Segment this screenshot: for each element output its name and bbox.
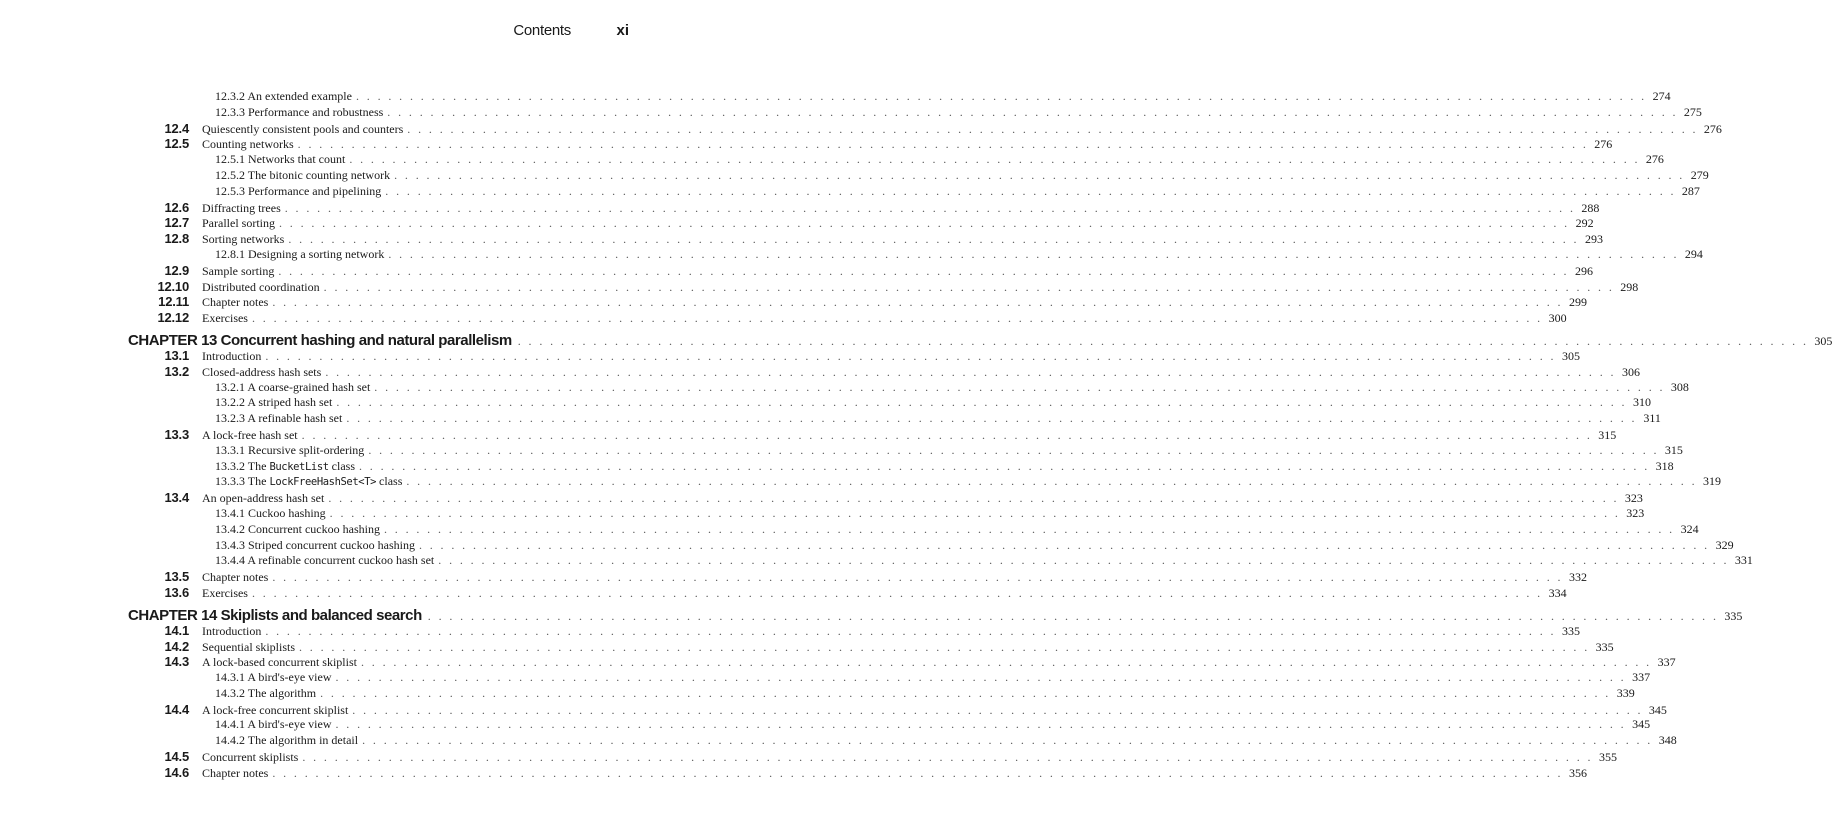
dot-leader: . . . . . . . . . . . . . . . . . . . . . . . . . . . . . . . . . . . . . . . . . . . . . . . . . . . . . . . . . . . . . . . . . . . . . . . . . . . . . . . . . . . . . . . . . . . . . . . . . . . . . . . . . . . . . . . . . . . . . . . . (346, 411, 1637, 426)
entry-title: A lock-free concurrent skiplist (202, 702, 349, 717)
section-number: 12.10 (157, 278, 189, 294)
section-number: 14.6 (164, 764, 189, 780)
dot-leader: . . . . . . . . . . . . . . . . . . . . . . . . . . . . . . . . . . . . . . . . . . . . . . . . . . . . . . . . . . . . . . . . . . . . . . . . . . . . . . . . . . . . . . . . . . . . . . . . . . . . . . . . . . . . . . . . . . . . . . . . (278, 216, 1570, 231)
toc-entry[interactable] (120, 246, 1703, 263)
dot-leader: . . . . . . . . . . . . . . . . . . . . . . . . . . . . . . . . . . . . . . . . . . . . . . . . . . . . . . . . . . . . . . . . . . . . . . . . . . . . . . . . . . . . . . . . . . . . . . . . . . . . . . . . . . . . . . . . . . . . . . . . (301, 427, 1593, 442)
toc-entry[interactable] (120, 183, 1700, 200)
entry-title-text: 13.3.2 The (215, 458, 270, 473)
entry-page-number: 348 (1658, 733, 1677, 748)
entry-title: Diffracting trees (202, 200, 281, 215)
toc-chapter-entry[interactable] (120, 606, 1743, 624)
dot-leader: . . . . . . . . . . . . . . . . . . . . . . . . . . . . . . . . . . . . . . . . . . . . . . . . . . . . . . . . . . . . . . . . . . . . . . . . . . . . . . . . . . . . . . . . . . . . . . . . . . . . . . . . . . . . . . . . . . . . . . . . (302, 750, 1593, 765)
toc-entry[interactable] (120, 442, 1683, 459)
entry-title: 14.3.2 The algorithm (215, 685, 317, 700)
dot-leader: . . . . . . . . . . . . . . . . . . . . . . . . . . . . . . . . . . . . . . . . . . . . . . . . . . . . . . . . . . . . . . . . . . . . . . . . . . . . . . . . . . . . . . . . . . . . . . . . . . . . . . . . . . . . . . . . . . . . . . . . (355, 89, 1647, 103)
entry-page-number: 315 (1598, 427, 1617, 442)
entry-title: 13.4.2 Concurrent cuckoo hashing (215, 521, 380, 536)
toc-entry[interactable] (120, 584, 1567, 601)
entry-page-number: 296 (1574, 263, 1593, 278)
toc-entry[interactable] (120, 553, 1753, 569)
toc-entry[interactable] (120, 310, 1567, 326)
section-number: 12.6 (164, 199, 189, 215)
entry-title: 13.4.1 Cuckoo hashing (215, 505, 326, 520)
toc-entry[interactable] (120, 231, 1603, 247)
entry-title: 14.3.1 A bird's-eye view (215, 670, 332, 685)
entry-page-number: 355 (1598, 750, 1617, 765)
dot-leader: . . . . . . . . . . . . . . . . . . . . . . . . . . . . . . . . . . . . . . . . . . . . . . . . . . . . . . . . . . . . . . . . . . . . . . . . . . . . . . . . . . . . . . . . . . . . . . . . . . . . . . . . . . . . . . . . . . . . . . . . (323, 279, 1615, 294)
entry-page-number: 279 (1690, 167, 1709, 182)
entry-title: 13.2.3 A refinable hash set (215, 411, 343, 426)
entry-page-number: 310 (1632, 395, 1651, 410)
entry-title: Exercises (202, 585, 248, 600)
entry-page-number: 319 (1702, 474, 1721, 489)
dot-leader: . . . . . . . . . . . . . . . . . . . . . . . . . . . . . . . . . . . . . . . . . . . . . . . . . . . . . . . . . . . . . . . . . . . . . . . . . . . . . . . . . . . . . . . . . . . . . . . . . . . . . . . . . . . . . . . . . . . . . . . . (517, 333, 1809, 348)
entry-page-number: 276 (1645, 152, 1664, 167)
entry-page-number: 294 (1684, 246, 1703, 261)
toc-entry[interactable] (120, 622, 1580, 639)
toc-entry[interactable] (120, 347, 1580, 364)
toc-entry[interactable] (120, 670, 1651, 686)
entry-title: 12.5.3 Performance and pipelining (215, 183, 382, 198)
entry-title-text: class (328, 458, 355, 473)
entry-page-number: 331 (1734, 553, 1753, 568)
toc-entry[interactable] (120, 120, 1722, 137)
toc-entry[interactable] (120, 104, 1702, 121)
toc-chapter-entry[interactable] (120, 331, 1832, 349)
entry-page-number: 335 (1561, 623, 1580, 638)
entry-page-number: 288 (1581, 200, 1600, 215)
entry-page-number: 275 (1683, 104, 1702, 119)
entry-title (120, 474, 406, 489)
entry-title: Quiescently consistent pools and counters (202, 121, 404, 136)
toc-entry[interactable] (120, 152, 1664, 168)
section-number: 13.1 (164, 347, 189, 363)
dot-leader: . . . . . . . . . . . . . . . . . . . . . . . . . . . . . . . . . . . . . . . . . . . . . . . . . . . . . . . . . . . . . . . . . . . . . . . . . . . . . . . . . . . . . . . . . . . . . . . . . . . . . . . . . . . . . . . . . . . . . . . . (374, 379, 1665, 394)
entry-page-number: 305 (1561, 348, 1580, 363)
section-number: 12.8 (164, 231, 189, 247)
toc-entry[interactable] (120, 262, 1593, 279)
toc-entry[interactable] (120, 167, 1709, 184)
entry-page-number: 345 (1632, 717, 1651, 732)
toc-entry[interactable] (120, 733, 1677, 749)
section-number: 12.11 (158, 294, 189, 310)
dot-leader: . . . . . . . . . . . . . . . . . . . . . . . . . . . . . . . . . . . . . . . . . . . . . . . . . . . . . . . . . . . . . . . . . . . . . . . . . . . . . . . . . . . . . . . . . . . . . . . . . . . . . . . . . . . . . . . . . . . . . . . . (336, 395, 1627, 410)
toc-entry[interactable] (120, 537, 1734, 554)
dot-leader: . . . . . . . . . . . . . . . . . . . . . . . . . . . . . . . . . . . . . . . . . . . . . . . . . . . . . . . . . . . . . . . . . . . . . . . . . . . . . . . . . . . . . . . . . . . . . . . . . . . . . . . . . . . . . . . . . . . . . . . . (362, 733, 1653, 748)
entry-page-number: 318 (1655, 458, 1674, 473)
dot-leader: . . . . . . . . . . . . . . . . . . . . . . . . . . . . . . . . . . . . . . . . . . . . . . . . . . . . . . . . . . . . . . . . . . . . . . . . . . . . . . . . . . . . . . . . . . . . . . . . . . . . . . . . . . . . . . . . . . . . . . . . (387, 104, 1678, 119)
toc-entry[interactable] (120, 764, 1587, 781)
dot-leader: . . . . . . . . . . . . . . . . . . . . . . . . . . . . . . . . . . . . . . . . . . . . . . . . . . . . . . . . . . . . . . . . . . . . . . . . . . . . . . . . . . . . . . . . . . . . . . . . . . . . . . . . . . . . . . . . . . . . . . . . (328, 491, 1619, 506)
running-header-title: Contents (513, 22, 571, 39)
toc-entry[interactable] (120, 685, 1635, 702)
entry-page-number: 276 (1703, 121, 1722, 136)
section-number: 14.1 (164, 622, 189, 638)
entry-title-text: 13.3.3 The (215, 474, 270, 489)
entry-title: Chapter notes (202, 295, 269, 310)
entry-page-number: 300 (1548, 311, 1567, 326)
entry-title: 12.3.3 Performance and robustness (215, 104, 384, 119)
entry-page-number: 299 (1568, 295, 1587, 310)
entry-page-number: 345 (1648, 702, 1667, 717)
entry-title: 12.5.1 Networks that count (215, 152, 346, 167)
entry-title: 13.2.2 A striped hash set (215, 395, 333, 410)
toc-entry[interactable] (120, 490, 1643, 506)
dot-leader: . . . . . . . . . . . . . . . . . . . . . . . . . . . . . . . . . . . . . . . . . . . . . . . . . . . . . . . . . . . . . . . . . . . . . . . . . . . . . . . . . . . . . . . . . . . . . . . . . . . . . . . . . . . . . . . . . . . . . . . . (349, 152, 1640, 167)
toc-entry[interactable] (120, 474, 1721, 490)
section-number: 12.12 (157, 310, 189, 326)
entry-page-number: 305 (1814, 333, 1832, 348)
entry-title: Sample sorting (202, 263, 275, 278)
entry-page-number: 335 (1724, 608, 1743, 623)
entry-page-number: 337 (1657, 655, 1676, 670)
dot-leader: . . . . . . . . . . . . . . . . . . . . . . . . . . . . . . . . . . . . . . . . . . . . . . . . . . . . . . . . . . . . . . . . . . . . . . . . . . . . . . . . . . . . . . . . . . . . . . . . . . . . . . . . . . . . . . . . . . . . . . . . (360, 655, 1652, 670)
toc-entry[interactable] (120, 215, 1594, 231)
dot-leader: . . . . . . . . . . . . . . . . . . . . . . . . . . . . . . . . . . . . . . . . . . . . . . . . . . . . . . . . . . . . . . . . . . . . . . . . . . . . . . . . . . . . . . . . . . . . . . . . . . . . . . . . . . . . . . . . . . . . . . . . (335, 717, 1627, 732)
dot-leader: . . . . . . . . . . . . . . . . . . . . . . . . . . . . . . . . . . . . . . . . . . . . . . . . . . . . . . . . . . . . . . . . . . . . . . . . . . . . . . . . . . . . . . . . . . . . . . . . . . . . . . . . . . . . . . . . . . . . . . . . (297, 137, 1589, 152)
section-number: 14.5 (164, 749, 189, 765)
entry-page-number: 274 (1652, 89, 1671, 103)
dot-leader: . . . . . . . . . . . . . . . . . . . . . . . . . . . . . . . . . . . . . . . . . . . . . . . . . . . . . . . . . . . . . . . . . . . . . . . . . . . . . . . . . . . . . . . . . . . . . . . . . . . . . . . . . . . . . . . . . . . . . . . . (388, 246, 1679, 261)
dot-leader: . . . . . . . . . . . . . . . . . . . . . . . . . . . . . . . . . . . . . . . . . . . . . . . . . . . . . . . . . . . . . . . . . . . . . . . . . . . . . . . . . . . . . . . . . . . . . . . . . . . . . . . . . . . . . . . . . . . . . . . . (272, 295, 1563, 310)
section-number: 13.4 (164, 490, 189, 506)
entry-title: Concurrent skiplists (202, 750, 299, 765)
dot-leader: . . . . . . . . . . . . . . . . . . . . . . . . . . . . . . . . . . . . . . . . . . . . . . . . . . . . . . . . . . . . . . . . . . . . . . . . . . . . . . . . . . . . . . . . . . . . . . . . . . . . . . . . . . . . . . . . . . . . . . . . (359, 458, 1650, 473)
section-number: 14.3 (164, 654, 189, 670)
toc-entry[interactable] (120, 294, 1587, 310)
section-number: 12.9 (164, 262, 189, 278)
entry-page-number: 276 (1594, 137, 1613, 152)
entry-title-code: BucketList (269, 460, 329, 473)
section-number: 13.6 (164, 584, 189, 600)
entry-title (120, 459, 359, 474)
dot-leader: . . . . . . . . . . . . . . . . . . . . . . . . . . . . . . . . . . . . . . . . . . . . . . . . . . . . . . . . . . . . . . . . . . . . . . . . . . . . . . . . . . . . . . . . . . . . . . . . . . . . . . . . . . . . . . . . . . . . . . . . (407, 121, 1698, 136)
entry-page-number: 292 (1575, 216, 1594, 231)
chapter-title: CHAPTER 13 Concurrent hashing and natural parallelism (128, 331, 512, 349)
entry-page-number: 334 (1548, 585, 1567, 600)
entry-title: Chapter notes (202, 765, 269, 780)
toc-entry[interactable] (120, 199, 1600, 216)
toc-entry[interactable] (120, 521, 1699, 538)
toc-entry[interactable] (120, 379, 1689, 396)
toc-entry[interactable] (120, 89, 1671, 105)
section-number: 12.5 (164, 136, 189, 152)
entry-page-number: 323 (1626, 505, 1645, 520)
entry-title: 13.3.1 Recursive split-ordering (215, 442, 365, 457)
entry-title: 14.4.2 The algorithm in detail (215, 733, 359, 748)
entry-title: 13.2.1 A coarse-grained hash set (215, 379, 371, 394)
dot-leader: . . . . . . . . . . . . . . . . . . . . . . . . . . . . . . . . . . . . . . . . . . . . . . . . . . . . . . . . . . . . . . . . . . . . . . . . . . . . . . . . . . . . . . . . . . . . . . . . . . . . . . . . . . . . . . . . . . . . . . . . (251, 311, 1543, 326)
dot-leader: . . . . . . . . . . . . . . . . . . . . . . . . . . . . . . . . . . . . . . . . . . . . . . . . . . . . . . . . . . . . . . . . . . . . . . . . . . . . . . . . . . . . . . . . . . . . . . . . . . . . . . . . . . . . . . . . . . . . . . . . (288, 232, 1579, 247)
entry-page-number: 298 (1620, 279, 1639, 294)
toc-entry[interactable] (120, 701, 1667, 718)
entry-page-number: 329 (1715, 537, 1734, 552)
toc-entry[interactable] (120, 749, 1617, 765)
entry-title: Sequential skiplists (202, 639, 295, 654)
toc-entry[interactable] (120, 569, 1587, 585)
entry-title: Exercises (202, 311, 248, 326)
entry-title: Closed-address hash sets (202, 364, 322, 379)
dot-leader: . . . . . . . . . . . . . . . . . . . . . . . . . . . . . . . . . . . . . . . . . . . . . . . . . . . . . . . . . . . . . . . . . . . . . . . . . . . . . . . . . . . . . . . . . . . . . . . . . . . . . . . . . . . . . . . . . . . . . . . . (265, 348, 1556, 363)
section-number: 14.4 (164, 701, 189, 717)
dot-leader: . . . . . . . . . . . . . . . . . . . . . . . . . . . . . . . . . . . . . . . . . . . . . . . . . . . . . . . . . . . . . . . . . . . . . . . . . . . . . . . . . . . . . . . . . . . . . . . . . . . . . . . . . . . . . . . . . . . . . . . . (329, 505, 1621, 520)
section-number: 13.3 (164, 426, 189, 442)
toc-entry[interactable] (120, 505, 1645, 522)
dot-leader: . . . . . . . . . . . . . . . . . . . . . . . . . . . . . . . . . . . . . . . . . . . . . . . . . . . . . . . . . . . . . . . . . . . . . . . . . . . . . . . . . . . . . . . . . . . . . . . . . . . . . . . . . . . . . . . . . . . . . . . . (325, 364, 1616, 379)
entry-title: 12.8.1 Designing a sorting network (215, 246, 385, 261)
entry-page-number: 335 (1595, 639, 1614, 654)
dot-leader: . . . . . . . . . . . . . . . . . . . . . . . . . . . . . . . . . . . . . . . . . . . . . . . . . . . . . . . . . . . . . . . . . . . . . . . . . . . . . . . . . . . . . . . . . . . . . . . . . . . . . . . . . . . . . . . . . . . . . . . . (251, 585, 1543, 600)
dot-leader: . . . . . . . . . . . . . . . . . . . . . . . . . . . . . . . . . . . . . . . . . . . . . . . . . . . . . . . . . . . . . . . . . . . . . . . . . . . . . . . . . . . . . . . . . . . . . . . . . . . . . . . . . . . . . . . . . . . . . . . . (278, 263, 1569, 278)
entry-page-number: 293 (1584, 232, 1603, 247)
dot-leader: . . . . . . . . . . . . . . . . . . . . . . . . . . . . . . . . . . . . . . . . . . . . . . . . . . . . . . . . . . . . . . . . . . . . . . . . . . . . . . . . . . . . . . . . . . . . . . . . . . . . . . . . . . . . . . . . . . . . . . . . (385, 183, 1676, 198)
entry-page-number: 324 (1680, 521, 1699, 536)
chapter-title: CHAPTER 14 Skiplists and balanced search (128, 606, 422, 624)
entry-title: 13.4.3 Striped concurrent cuckoo hashing (215, 537, 415, 552)
dot-leader: . . . . . . . . . . . . . . . . . . . . . . . . . . . . . . . . . . . . . . . . . . . . . . . . . . . . . . . . . . . . . . . . . . . . . . . . . . . . . . . . . . . . . . . . . . . . . . . . . . . . . . . . . . . . . . . . . . . . . . . . (352, 702, 1643, 717)
entry-page-number: 337 (1632, 670, 1651, 685)
toc-entry[interactable] (120, 395, 1651, 411)
entry-page-number: 287 (1681, 183, 1700, 198)
dot-leader: . . . . . . . . . . . . . . . . . . . . . . . . . . . . . . . . . . . . . . . . . . . . . . . . . . . . . . . . . . . . . . . . . . . . . . . . . . . . . . . . . . . . . . . . . . . . . . . . . . . . . . . . . . . . . . . . . . . . . . . . (438, 553, 1729, 568)
section-number: 13.5 (164, 569, 189, 585)
dot-leader: . . . . . . . . . . . . . . . . . . . . . . . . . . . . . . . . . . . . . . . . . . . . . . . . . . . . . . . . . . . . . . . . . . . . . . . . . . . . . . . . . . . . . . . . . . . . . . . . . . . . . . . . . . . . . . . . . . . . . . . . (320, 685, 1611, 700)
section-number: 12.4 (164, 120, 189, 136)
entry-title: Parallel sorting (202, 216, 275, 231)
dot-leader: . . . . . . . . . . . . . . . . . . . . . . . . . . . . . . . . . . . . . . . . . . . . . . . . . . . . . . . . . . . . . . . . . . . . . . . . . . . . . . . . . . . . . . . . . . . . . . . . . . . . . . . . . . . . . . . . . . . . . . . . (406, 474, 1697, 489)
toc-entry[interactable] (120, 426, 1617, 443)
entry-page-number: 323 (1624, 491, 1643, 506)
dot-leader: . . . . . . . . . . . . . . . . . . . . . . . . . . . . . . . . . . . . . . . . . . . . . . . . . . . . . . . . . . . . . . . . . . . . . . . . . . . . . . . . . . . . . . . . . . . . . . . . . . . . . . . . . . . . . . . . . . . . . . . . (299, 639, 1590, 654)
entry-page-number: 332 (1568, 570, 1587, 585)
entry-title: 12.3.2 An extended example (215, 89, 352, 103)
toc-entry[interactable] (120, 654, 1676, 670)
toc-entry[interactable] (120, 363, 1640, 380)
entry-title: A lock-free hash set (202, 427, 298, 442)
entry-title: Introduction (202, 348, 262, 363)
section-number: 12.7 (164, 215, 189, 231)
dot-leader: . . . . . . . . . . . . . . . . . . . . . . . . . . . . . . . . . . . . . . . . . . . . . . . . . . . . . . . . . . . . . . . . . . . . . . . . . . . . . . . . . . . . . . . . . . . . . . . . . . . . . . . . . . . . . . . . . . . . . . . . (272, 570, 1563, 585)
section-number: 13.2 (164, 363, 189, 379)
toc-entry[interactable] (120, 278, 1639, 295)
toc-entry[interactable] (120, 136, 1613, 152)
entry-title: 14.4.1 A bird's-eye view (215, 717, 332, 732)
section-number: 14.2 (164, 638, 189, 654)
dot-leader: . . . . . . . . . . . . . . . . . . . . . . . . . . . . . . . . . . . . . . . . . . . . . . . . . . . . . . . . . . . . . . . . . . . . . . . . . . . . . . . . . . . . . . . . . . . . . . . . . . . . . . . . . . . . . . . . . . . . . . . . (335, 670, 1627, 685)
dot-leader: . . . . . . . . . . . . . . . . . . . . . . . . . . . . . . . . . . . . . . . . . . . . . . . . . . . . . . . . . . . . . . . . . . . . . . . . . . . . . . . . . . . . . . . . . . . . . . . . . . . . . . . . . . . . . . . . . . . . . . . . (284, 200, 1576, 215)
entry-page-number: 311 (1643, 411, 1661, 426)
entry-page-number: 315 (1664, 442, 1683, 457)
toc-entry[interactable] (120, 717, 1651, 733)
page-number: xi (616, 22, 629, 39)
entry-title: 13.4.4 A refinable concurrent cuckoo hash set (215, 553, 435, 568)
entry-page-number: 308 (1670, 379, 1689, 394)
toc-entry[interactable] (120, 458, 1674, 475)
entry-title: Counting networks (202, 137, 294, 152)
entry-page-number: 306 (1621, 364, 1640, 379)
dot-leader: . . . . . . . . . . . . . . . . . . . . . . . . . . . . . . . . . . . . . . . . . . . . . . . . . . . . . . . . . . . . . . . . . . . . . . . . . . . . . . . . . . . . . . . . . . . . . . . . . . . . . . . . . . . . . . . . . . . . . . . . (272, 765, 1563, 780)
dot-leader: . . . . . . . . . . . . . . . . . . . . . . . . . . . . . . . . . . . . . . . . . . . . . . . . . . . . . . . . . . . . . . . . . . . . . . . . . . . . . . . . . . . . . . . . . . . . . . . . . . . . . . . . . . . . . . . . . . . . . . . . (427, 608, 1719, 623)
entry-title: Distributed coordination (202, 279, 320, 294)
entry-title: Introduction (202, 623, 262, 638)
entry-title-code: LockFreeHashSet<T> (269, 476, 377, 489)
dot-leader: . . . . . . . . . . . . . . . . . . . . . . . . . . . . . . . . . . . . . . . . . . . . . . . . . . . . . . . . . . . . . . . . . . . . . . . . . . . . . . . . . . . . . . . . . . . . . . . . . . . . . . . . . . . . . . . . . . . . . . . . (418, 537, 1710, 552)
entry-title: Chapter notes (202, 570, 269, 585)
entry-title: Sorting networks (202, 232, 285, 247)
dot-leader: . . . . . . . . . . . . . . . . . . . . . . . . . . . . . . . . . . . . . . . . . . . . . . . . . . . . . . . . . . . . . . . . . . . . . . . . . . . . . . . . . . . . . . . . . . . . . . . . . . . . . . . . . . . . . . . . . . . . . . . . (265, 623, 1556, 638)
dot-leader: . . . . . . . . . . . . . . . . . . . . . . . . . . . . . . . . . . . . . . . . . . . . . . . . . . . . . . . . . . . . . . . . . . . . . . . . . . . . . . . . . . . . . . . . . . . . . . . . . . . . . . . . . . . . . . . . . . . . . . . . (394, 167, 1685, 182)
toc-entry[interactable] (120, 411, 1661, 427)
entry-title: A lock-based concurrent skiplist (202, 655, 357, 670)
table-of-contents (120, 89, 1832, 781)
entry-title-text: class (376, 474, 403, 489)
entry-title: An open-address hash set (202, 491, 325, 506)
toc-entry[interactable] (120, 638, 1614, 655)
entry-page-number: 339 (1616, 685, 1635, 700)
entry-title: 12.5.2 The bitonic counting network (215, 167, 391, 182)
dot-leader: . . . . . . . . . . . . . . . . . . . . . . . . . . . . . . . . . . . . . . . . . . . . . . . . . . . . . . . . . . . . . . . . . . . . . . . . . . . . . . . . . . . . . . . . . . . . . . . . . . . . . . . . . . . . . . . . . . . . . . . . (368, 442, 1659, 457)
entry-page-number: 356 (1568, 765, 1587, 780)
dot-leader: . . . . . . . . . . . . . . . . . . . . . . . . . . . . . . . . . . . . . . . . . . . . . . . . . . . . . . . . . . . . . . . . . . . . . . . . . . . . . . . . . . . . . . . . . . . . . . . . . . . . . . . . . . . . . . . . . . . . . . . . (383, 521, 1675, 536)
